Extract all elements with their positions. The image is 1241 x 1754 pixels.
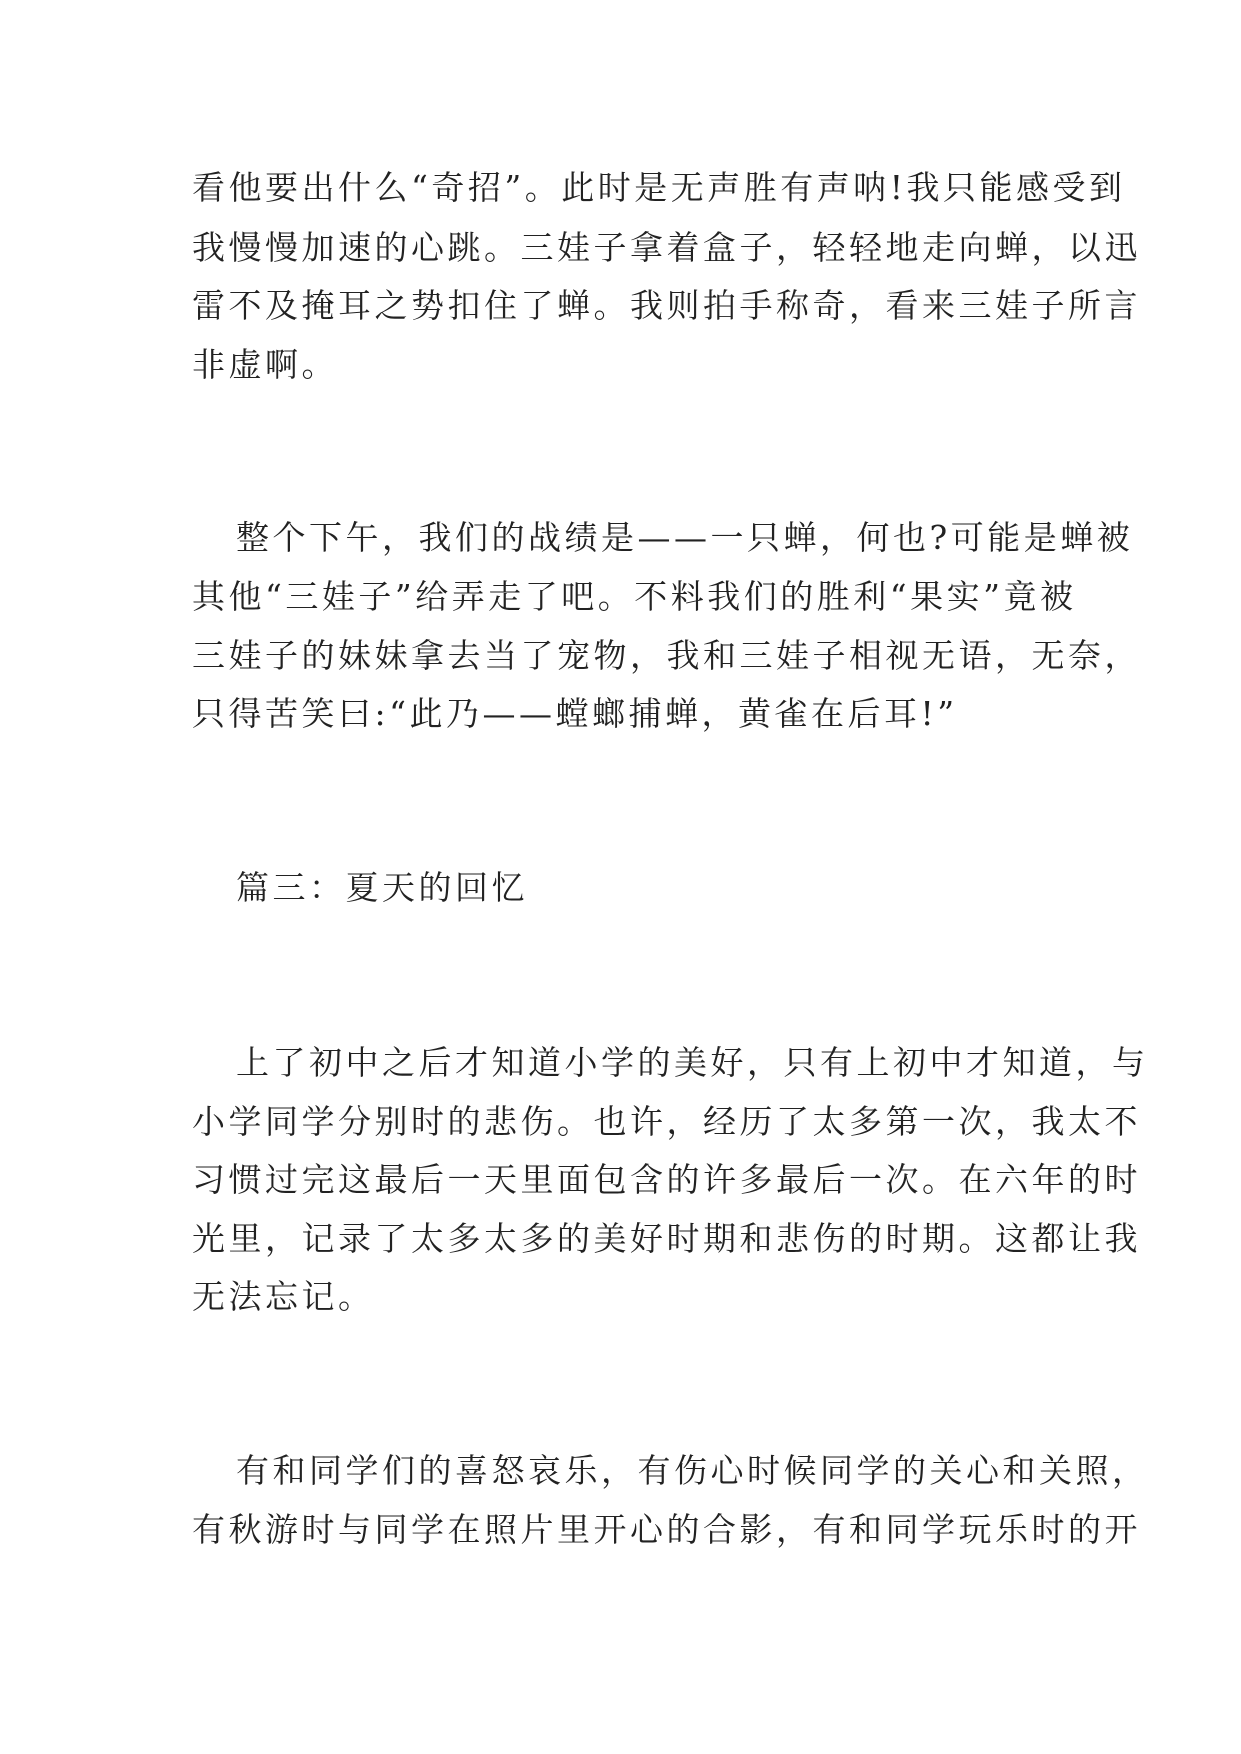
paragraph-4-line-1: 有和同学们的喜怒哀乐，有伤心时候同学的关心和关照， [236, 1451, 1149, 1490]
paragraph-1-line-2: 我慢慢加速的心跳。三娃子拿着盒子，轻轻地走向蝉，以迅 [192, 228, 1141, 267]
paragraph-3-line-4: 光里，记录了太多太多的美好时期和悲伤的时期。这都让我 [192, 1219, 1141, 1258]
paragraph-2-line-2: 其他“三娃子”给弄走了吧。不料我们的胜利“果实”竟被 [192, 577, 1077, 616]
paragraph-1-line-1: 看他要出什么“奇招”。此时是无声胜有声呐!我只能感受到 [192, 168, 1126, 207]
paragraph-2-line-3: 三娃子的妹妹拿去当了宠物，我和三娃子相视无语，无奈， [192, 636, 1141, 675]
paragraph-2-line-4: 只得苦笑曰:“此乃——螳螂捕蝉，黄雀在后耳!” [192, 694, 958, 733]
paragraph-1-line-4: 非虚啊。 [192, 345, 338, 384]
paragraph-1-line-3: 雷不及掩耳之势扣住了蝉。我则拍手称奇，看来三娃子所言 [192, 286, 1141, 325]
paragraph-3-line-5: 无法忘记。 [192, 1277, 375, 1316]
paragraph-3-line-2: 小学同学分别时的悲伤。也许，经历了太多第一次，我太不 [192, 1102, 1141, 1141]
section-heading: 篇三：夏天的回忆 [236, 868, 528, 907]
paragraph-2-line-1: 整个下午，我们的战绩是——一只蝉，何也?可能是蝉被 [236, 518, 1134, 557]
paragraph-3-line-1: 上了初中之后才知道小学的美好，只有上初中才知道，与 [236, 1043, 1149, 1082]
paragraph-4-line-2: 有秋游时与同学在照片里开心的合影，有和同学玩乐时的开 [192, 1510, 1141, 1549]
paragraph-3-line-3: 习惯过完这最后一天里面包含的许多最后一次。在六年的时 [192, 1160, 1141, 1199]
